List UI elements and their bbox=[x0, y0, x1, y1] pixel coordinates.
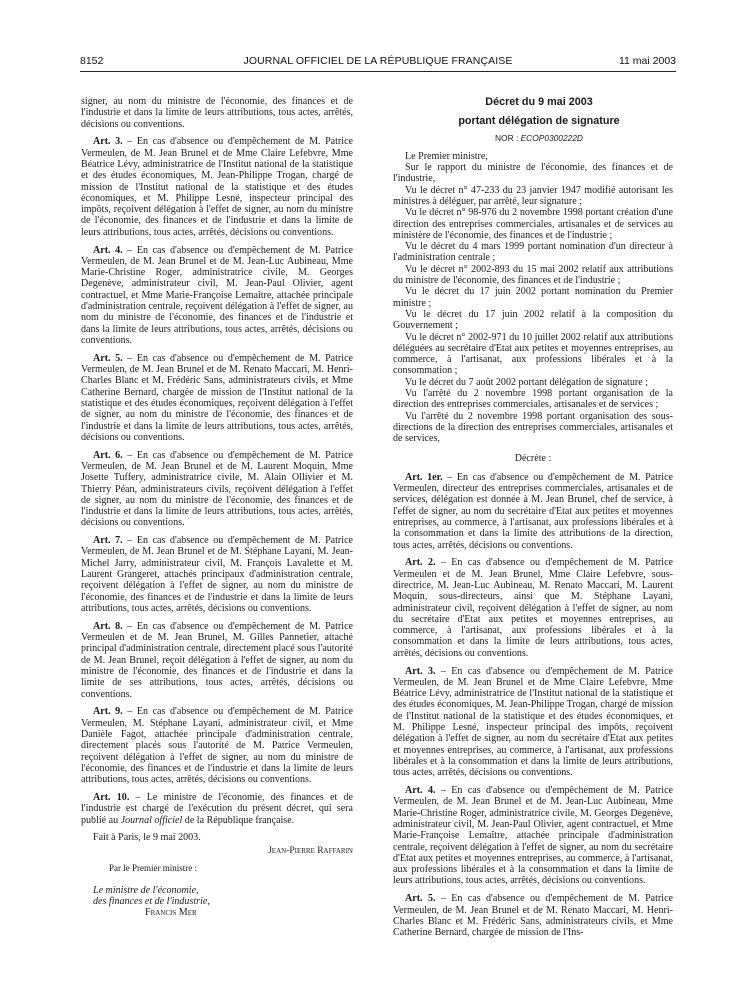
article-text: – Le ministre de l'économie, des finances et de l'industrie est chargé de l'exécution du présent décret, qui sera publié au bbox=[81, 791, 353, 826]
article-9 bbox=[81, 706, 353, 785]
visa-item: Vu l'arrêté du 2 novembre 1998 portant organisation de la direction des entreprises commerciales, artisanales et de services ; bbox=[393, 388, 673, 411]
article-label: Art. 3. bbox=[93, 136, 123, 148]
article-text: – En cas d'absence ou d'empêchement de M. Patrice Vermeulen, de M. Jean Brunel et de M. Renato Maccari, M. Henri-Charles Blanc et M. Frédéric Sans, administrateurs civils, et Mme Catherine Bernard, chargée de mission de l'Ins- bbox=[393, 893, 673, 939]
article-label: Art. 4. bbox=[405, 785, 436, 797]
article-1 bbox=[393, 472, 673, 551]
nor-label: NOR : bbox=[495, 133, 521, 143]
article-label: Art. 6. bbox=[93, 449, 123, 461]
minister-title-line1: Le ministre de l'économie, bbox=[93, 884, 199, 896]
article-6 bbox=[81, 450, 353, 529]
visa-item: Vu l'arrêté du 2 novembre 1998 portant organisation des sous-directions de la direction des entreprises commerciales, artisanales et de services, bbox=[393, 410, 673, 445]
visa-item: Vu le décret du 7 août 2002 portant délégation de signature ; bbox=[405, 376, 648, 388]
article-label: Art. 2. bbox=[405, 557, 436, 569]
minister-title-line2: des finances et de l'industrie, bbox=[93, 896, 210, 907]
article-label: Art. 5. bbox=[405, 893, 436, 905]
article-5 bbox=[393, 893, 673, 938]
visa-item: Vu le décret du 17 juin 2002 relatif à la composition du Gouvernement ; bbox=[393, 308, 673, 332]
visa-item: Vu le décret n° 98-976 du 2 novembre 1998 portant création d'une direction des entreprises commerciales, artisanales et de services au ministère de l'économie, des finances et de l'industrie ; bbox=[393, 207, 673, 241]
article-label: Art. 5. bbox=[93, 352, 123, 364]
visa-item: Vu le décret n° 47-233 du 23 janvier 1947 modifié autorisant les ministres à déléguer, par arrêté, leur signature ; bbox=[393, 184, 673, 207]
article-text: – En cas d'absence ou d'empêchement de M. Patrice Vermeulen, de M. Jean Brunel et de M. Stéphane Layani, M. Jean-Michel Jarry, administrateur civil, M. François Lavalette et M. Laurent Grangeret, attachés principaux d'administration centrale, reçoivent délégation à l'effet de signer, au nom du ministre de l'économie, des finances et de l'industrie et dans la limite de leurs attributions, tous actes, arrêtés, décisions ou conventions. bbox=[81, 535, 353, 614]
decrete-heading: Décrète : bbox=[514, 452, 552, 464]
report-line: Sur le rapport du ministre de l'économie, des finances et de l'industrie, bbox=[393, 162, 673, 185]
issue-date: 11 mai 2003 bbox=[618, 55, 676, 67]
article-text-end: de la République française. bbox=[182, 814, 295, 826]
article-label: Art. 7. bbox=[93, 535, 123, 547]
article-7 bbox=[81, 535, 353, 614]
prime-minister-line: Le Premier ministre, bbox=[405, 150, 488, 162]
done-at: Fait à Paris, le 9 mai 2003. bbox=[93, 832, 201, 844]
page-number: 8152 bbox=[80, 55, 104, 67]
signature-block bbox=[81, 832, 353, 918]
article-label: Art. 10. bbox=[93, 791, 130, 803]
article-label: Art. 3. bbox=[405, 665, 436, 677]
visa-item: Vu le décret n° 2002-971 du 10 juillet 2002 relatif aux attributions déléguées au secrétaire d'Etat aux petites et moyennes entreprises, au commerce, à l'artisanat, aux professions libérales et à la consommation ; bbox=[393, 331, 673, 377]
article-text: – En cas d'absence ou d'empêchement de M. Patrice Vermeulen et de M. Jean Brunel, Mme Claire Lefebvre, sous-directrice, M. Jean-Luc Aubineau, M. Renato Maccari, M. Laurent Moquin, sous-directeurs, ainsi que M. Stéphane Layani, administrateur civil, reçoivent délégation à l'effet de signer, au nom du secrétaire d'Etat aux petites et moyennes entreprises, au commerce, à l'artisanat, aux professions libérales et à la consommation et dans la limite de leurs attributions, tous actes, arrêtés, décisions ou conventions. bbox=[393, 557, 673, 659]
header-rule bbox=[80, 71, 676, 72]
visa-item: Vu le décret n° 2002-893 du 15 mai 2002 relatif aux attributions du ministre de l'économie, des finances et de l'industrie ; bbox=[393, 263, 673, 287]
prime-minister-signature: Jean-Pierre Raffarin bbox=[268, 845, 353, 856]
article-label: Art. 9. bbox=[93, 706, 123, 718]
article-3 bbox=[393, 666, 673, 779]
article-5 bbox=[81, 353, 353, 443]
article-4 bbox=[81, 245, 353, 347]
article-label: Art. 4. bbox=[93, 244, 123, 256]
article-text: – En cas d'absence ou d'empêchement de M. Patrice Vermeulen et de M. Jean Brunel, M. Gilles Pannetier, attaché principal d'administration centrale, directement placé sous l'autorité de M. Jean Brunel, reçoit délégation à l'effet de signer, au nom du ministre de l'économie, des finances et de l'industrie et dans la limite de ses attributions, tous actes, arrêtés, décisions ou conventions. bbox=[81, 620, 353, 700]
decree-title: Décret du 9 mai 2003 bbox=[485, 96, 593, 108]
article-label: Art. 1er. bbox=[405, 471, 443, 483]
continued-paragraph: signer, au nom du ministre de l'économie, des finances et de l'industrie et dans la limite de leurs attributions, tous actes, arrêtés, décisions ou conventions. bbox=[81, 96, 353, 130]
journal-title: JOURNAL OFFICIEL DE LA RÉPUBLIQUE FRANÇAISE bbox=[243, 55, 513, 67]
article-text: – En cas d'absence ou d'empêchement de M. Patrice Vermeulen, de M. Jean Brunel et de M. Laurent Moquin, Mme Josette Tuffery, administratrice civile, M. Alain Ollivier et M. Thierry Péan, administrateurs civils, reçoivent délégation à l'effet de signer, au nom du ministre de l'économie, des finances et de l'industrie et dans la limite de leurs attributions, tous actes, arrêtés, décisions ou conventions. bbox=[81, 449, 353, 529]
nor-code: ECOP0300222D bbox=[520, 133, 583, 143]
article-3 bbox=[81, 136, 353, 238]
by-prime-minister: Par le Premier ministre : bbox=[109, 863, 197, 874]
article-text: – En cas d'absence ou d'empêchement de M. Patrice Vermeulen, directeur des entreprises commerciales, artisanales et de services, délégation est donnée à M. Jean Brunel, chef de service, à l'effet de signer, au nom du secrétaire d'Etat aux petites et moyennes entreprises, au commerce, à l'artisanat, aux professions libérales et à la consommation et dans la limite des attributions de la direction, tous actes, arrêtés, décisions ou conventions. bbox=[393, 471, 673, 551]
article-2 bbox=[393, 557, 673, 659]
nor-reference bbox=[393, 133, 673, 144]
article-text: – En cas d'absence ou d'empêchement de M. Patrice Vermeulen, de M. Jean Brunel et de Mme Claire Lefebvre, Mme Béatrice Lévy, administratrice de l'Institut national de la statistique et des études économiques, M. Jean-Philippe Trogan, chargé de mission de l'Institut national de la statistique et des études économiques, et M. Philippe Lesné, inspecteur principal des impôts, reçoivent délégation à l'effet de signer, au nom du secrétaire d'Etat aux petites et moyennes entreprises, au commerce, à l'artisanat, aux professions libérales et à la consommation et dans la limite de leurs attributions, tous actes, arrêtés, décisions ou conventions. bbox=[393, 665, 673, 779]
page-header bbox=[80, 55, 676, 71]
article-text: – En cas d'absence ou d'empêchement de M. Patrice Vermeulen, de M. Jean Brunel et de M. Jean-Luc Aubineau, Mme Marie-Christine Roger, administratrice civile, M. Georges Degenève, administrateur civil, M. Jean-Paul Olivier, agent contractuel, et Mme Marie-Françoise Lemaître, attachée principale d'administration centrale, reçoivent délégation à l'effet de signer, au nom du secrétaire d'Etat aux petites et moyennes entreprises, au commerce, à l'artisanat, aux professions libérales et à la consommation et dans la limite de leurs attributions, tous actes, arrêtés, décisions ou conventions. bbox=[393, 785, 673, 887]
article-4 bbox=[393, 785, 673, 887]
article-text: – En cas d'absence ou d'empêchement de M. Patrice Vermeulen, de M. Jean Brunel et de M. Renato Maccari, M. Henri-Charles Blanc et M. Frédéric Sans, administrateurs civils, et Mme Catherine Bernard, chargée de mission de l'Institut national de la statistique et des études économiques, reçoivent délégation à l'effet de signer, au nom du ministre de l'économie, des finances et de l'industrie et dans la limite de leurs attributions, tous actes, arrêtés, décisions ou conventions. bbox=[81, 352, 353, 443]
journal-name: Journal officiel bbox=[120, 814, 183, 826]
decree-subtitle: portant délégation de signature bbox=[458, 114, 620, 127]
visa-item: Vu le décret du 17 juin 2002 portant nomination du Premier ministre ; bbox=[393, 286, 673, 309]
right-column bbox=[393, 96, 673, 945]
article-8 bbox=[81, 621, 353, 700]
article-text: – En cas d'absence ou d'empêchement de M. Patrice Vermeulen, de M. Jean Brunel et de M. Jean-Luc Aubineau, Mme Marie-Christine Roger, administratrice civile, M. Georges Degenève, administrateur civil, M. Jean-Paul Olivier, agent contractuel, et Mme Marie-Françoise Lemaître, attachée principale d'administration centrale, reçoivent délégation à l'effet de signer, au nom du ministre de l'économie, des finances et de l'industrie et dans la limite de leurs attributions, tous actes, arrêtés, décisions ou conventions. bbox=[81, 244, 353, 346]
visa-item: Vu le décret du 4 mars 1999 portant nomination d'un directeur à l'administration centrale ; bbox=[393, 241, 673, 264]
article-text: – En cas d'absence ou d'empêchement de M. Patrice Vermeulen, de M. Jean Brunel et de Mme Claire Lefebvre, Mme Béatrice Lévy, administratrice de l'Institut national de la statistique et des études économiques, M. Jean-Philippe Trogan, chargé de mission de l'Institut national de la statistique et des études économiques, et M. Philippe Lesné, inspecteur principal des impôts, reçoivent délégation à l'effet de signer, au nom du ministre de l'économie, des finances et de l'industrie et dans la limite de leurs attributions, tous actes, arrêtés, décisions ou conventions. bbox=[81, 136, 353, 238]
preamble bbox=[393, 151, 673, 445]
left-column bbox=[81, 96, 353, 919]
article-10 bbox=[81, 792, 353, 826]
minister-signature: Francis Mer bbox=[145, 907, 197, 919]
article-text: – En cas d'absence ou d'empêchement de M. Patrice Vermeulen, M. Stéphane Layani, administrateur civil, et Mme Danièle Fagot, attachée principale d'administration centrale, directement placés sous l'autorité de M. Patrice Vermeulen, reçoivent délégation à l'effet de signer, au nom du ministre de l'économie, des finances et de l'industrie et dans la limite de leurs attributions, tous actes, arrêtés, décisions ou conventions. bbox=[81, 706, 353, 786]
article-label: Art. 8. bbox=[93, 620, 123, 632]
